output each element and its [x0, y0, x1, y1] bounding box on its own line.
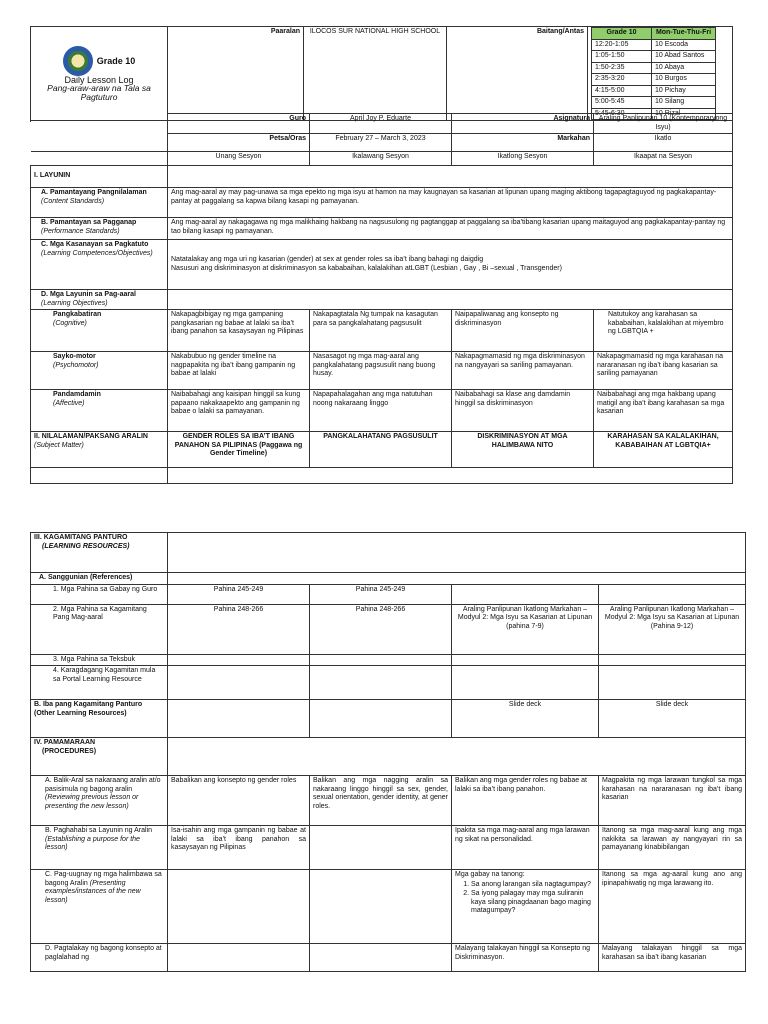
header-table — [30, 26, 733, 121]
cognitive-3: Naipapaliwanag ang konsepto ng diskriminasyon — [452, 310, 594, 352]
schedule-section: 10 Abad Santos — [652, 51, 716, 63]
learner-material-3: Araling Panlipunan Ikatlong Markahan – Modyul 2: Mga Isyu sa Kasarian at Lipunan (pahina 7-9) — [452, 604, 599, 654]
guro-value: April Joy P. Eduarte — [310, 114, 452, 134]
lesson-table-page1 — [30, 113, 733, 484]
markahan-label: Markahan — [452, 134, 594, 152]
schedule-head-days: Mon-Tue-Thu-Fri — [652, 28, 716, 40]
session-4-header: Ikaapat na Sesyon — [594, 152, 733, 166]
schedule-time: 4:15-5:00 — [592, 85, 652, 97]
subject-matter-label: II. NILALAMAN/PAKSANG ARALIN (Subject Matter) — [31, 432, 168, 468]
psychomotor-3: Nakapagmamasid ng mga diskriminasyon na nangyayari sa sariling pamayanan. — [452, 352, 594, 390]
review-label: A. Balik-Aral sa nakaraang aralin at/o pasisimula ng bagong aralin (Reviewing previous lesson or presenting the new lesson) — [31, 776, 168, 826]
learner-material-4: Araling Panlipunan Ikatlong Markahan – Modyul 2: Mga Isyu sa Kasarian at Lipunan (Pahina 9-12) — [599, 604, 746, 654]
textbook-label: 3. Mga Pahina sa Teksbuk — [31, 654, 168, 666]
review-1: Babalikan ang konsepto ng gender roles — [168, 776, 310, 826]
purpose-1: Isa-isahin ang mga gampanin ng babae at lalaki sa iba’t ibang panahon sa kasaysayan ng Pilipinas — [168, 826, 310, 870]
topic-4: KARAHASAN SA KALALAKIHAN, KABABAIHAN AT LGBTQIA+ — [594, 432, 733, 468]
guide-question: 1. Sa anong larangan sila nagtagumpay? — [471, 881, 595, 890]
psychomotor-2: Nasasagot ng mga mag-aaral ang pangkalahatang pagsusulit nang buong husay. — [310, 352, 452, 390]
portal-resource-label: 4. Karagdagang Kagamitan mula sa Portal Learning Resource — [31, 666, 168, 700]
learner-material-2: Pahina 248-266 — [310, 604, 452, 654]
psychomotor-4: Nakapagmamasid ng mga karahasan na nararanasan ng iba’t ibang kasarian sa sariling pamayanan — [594, 352, 733, 390]
schedule-table — [591, 27, 716, 120]
examples-label: C. Pag-uugnay ng mga halimbawa sa bagong Aralin (Presenting examples/instances of the new lesson) — [31, 870, 168, 944]
paaralan-value: ILOCOS SUR NATIONAL HIGH SCHOOL — [304, 27, 447, 121]
log-subtitle: Pang-araw-araw na Tala sa Pagtuturo — [47, 83, 151, 102]
baitang-label: Baitang/Antas — [447, 27, 588, 121]
performance-standards-text: Ang mag-aaral ay nakagagawa ng mga malikhaing hakbang na nagsusulong ng pagtanggap at paggalang sa iba’tibang kasarian upang maitaguyod ang pagkakapantay-pantay ng tao bilang kasapi ng pamayanan. — [168, 218, 733, 240]
teacher-guide-1: Pahina 245-249 — [168, 584, 310, 604]
other-resources-1 — [168, 700, 310, 738]
schedule-time: 5:45-6:30 — [592, 108, 652, 120]
performance-standards-label: B. Pamantayan sa Pagganap (Performance Standards) — [31, 218, 168, 240]
topic-3: DISKRIMINASYON AT MGA HALIMBAWA NITO — [452, 432, 594, 468]
guro-label: Guro — [168, 114, 310, 134]
purpose-label: B. Paghahabi sa Layunin ng Aralin (Establishing a purpose for the lesson) — [31, 826, 168, 870]
cognitive-2: Nakapagtatala Ng tumpak na kasagutan para sa pangkalahatang pagsusulit — [310, 310, 452, 352]
petsa-value: February 27 – March 3, 2023 — [310, 134, 452, 152]
teacher-guide-3 — [452, 584, 599, 604]
purpose-4: Itanong sa mga mag-aaral kung ang mga nakikita sa larawan ay nangyayari rin sa pamayanang kinabibilangan — [599, 826, 746, 870]
paaralan-label: Paaralan — [168, 27, 304, 121]
lesson-table-page2 — [30, 532, 746, 972]
log-title: Daily Lesson Log — [64, 74, 134, 85]
discussion-3: Malayang talakayan hinggil sa Konsepto ng Diskriminasyon. — [452, 944, 599, 972]
schedule-section: 10 Burgos — [652, 74, 716, 86]
schedule-time: 2:35-3:20 — [592, 74, 652, 86]
affective-4: Naibabahagi ang mga hakbang upang matigil ang iba’t ibang karahasan sa mga kasarian — [594, 390, 733, 432]
affective-3: Naibabahagi sa klase ang damdamin hinggil sa diskriminasyon — [452, 390, 594, 432]
review-4: Magpakita ng mga larawan tungkol sa mga karahasan na nararanasan ng iba’t ibang kasarian — [599, 776, 746, 826]
learner-material-label: 2. Mga Pahina sa Kagamitang Pang Mag-aaral — [31, 604, 168, 654]
references-label: A. Sanggunian (References) — [31, 573, 168, 585]
other-resources-4: Slide deck — [599, 700, 746, 738]
guide-question: 2. Sa iyong palagay may mga suliranin kaya silang pinagdaanan bago maging matagumpay? — [471, 890, 595, 916]
title-cell — [31, 27, 168, 121]
content-standards-text: Ang mag-aaral ay may pag-unawa sa mga epekto ng mga isyu at hamon na may kaugnayan sa kasarian at lipunan upang maging aktibong tagapagtaguyod ng pagkakapantay-pantay at paggalang sa kapwa bilang kasapi ng pamayanan. — [168, 188, 733, 218]
content-standards-label: A. Pamantayang Pangnilalaman (Content Standards) — [31, 188, 168, 218]
teacher-guide-4 — [599, 584, 746, 604]
cognitive-label: Pangkabatiran (Cognitive) — [31, 310, 168, 352]
competencies-label: C. Mga Kasanayan sa Pagkatuto (Learning Competences/Objectives) — [31, 240, 168, 290]
schedule-section: 10 Pichay — [652, 85, 716, 97]
session-1-header: Unang Sesyon — [168, 152, 310, 166]
schedule-section: 10 Rizal — [652, 108, 716, 120]
affective-1: Naibabahagi ang kaisipan hinggil sa kung papaano nakakaapekto ang gampanin ng babae o lalaki sa pamayanan. — [168, 390, 310, 432]
topic-2: PANGKALAHATANG PAGSUSULIT — [310, 432, 452, 468]
competencies-text: Natatalakay ang mga uri ng kasarian (gender) at sex at gender roles sa iba’t ibang bahagi ng daigdig Nasusuri ang diskriminasyon at diskriminasyon sa kababaihan, kalalakihan atLGBT (Lesbian , Gay , Bi –sexual , Transgender) — [168, 240, 733, 290]
review-2: Balikan ang mga nagging aralin sa nakaraang linggo hinggil sa sex, gender, sexual orientation, gender identity, at gener roles. — [310, 776, 452, 826]
topic-1: GENDER ROLES SA IBA’T IBANG PANAHON SA PILIPINAS (Paggawa ng Gender Timeline) — [168, 432, 310, 468]
deped-seal-icon — [63, 46, 93, 76]
schedule-time: 1:50-2:35 — [592, 62, 652, 74]
resources-heading: III. KAGAMITANG PANTURO (LEARNING RESOURCES) — [31, 533, 168, 573]
procedures-heading: IV. PAMAMARAAN (PROCEDURES) — [31, 738, 168, 776]
schedule-section: 10 Abaya — [652, 62, 716, 74]
schedule-head-grade: Grade 10 — [592, 28, 652, 40]
session-2-header: Ikalawang Sesyon — [310, 152, 452, 166]
cognitive-1: Nakapagbibigay ng mga gampaning pangkasarian ng babae at lalaki sa iba’t ibang panahon sa kasaysayan ng Pilipinas — [168, 310, 310, 352]
asignatura-label: Asignatura — [452, 114, 594, 134]
examples-3: Mga gabay na tanong: 1. Sa anong larangan sila nagtagumpay? 2. Sa iyong palagay may mga suliranin kaya silang pinagdaanan bago maging matagumpay? — [452, 870, 599, 944]
guide-questions — [455, 881, 595, 916]
schedule-time: 12:20-1:05 — [592, 39, 652, 51]
layunin-heading: I. LAYUNIN — [31, 166, 168, 188]
learning-objectives-label: D. Mga Layunin sa Pag-aaral (Learning Objectives) — [31, 290, 168, 310]
examples-4: Itanong sa mga ag-aaral kung ano ang ipinapahiwatig ng mga larawang ito. — [599, 870, 746, 944]
teacher-guide-2: Pahina 245-249 — [310, 584, 452, 604]
psychomotor-label: Sayko-motor (Psychomotor) — [31, 352, 168, 390]
markahan-value: Ikatlo — [594, 134, 733, 152]
grade-title: Grade 10 — [96, 55, 136, 66]
other-resources-2 — [310, 700, 452, 738]
psychomotor-1: Nakabubuo ng gender timeline na nagpapakita ng iba’t ibang gampanin ng babae at lalaki — [168, 352, 310, 390]
other-resources-3: Slide deck — [452, 700, 599, 738]
session-3-header: Ikatlong Sesyon — [452, 152, 594, 166]
asignatura-value: Araling Panlipunan 10 (Kontemporaryong Isyu) — [594, 114, 733, 134]
discussion-label: D. Pagtalakay ng bagong konsepto at paglalahad ng — [31, 944, 168, 972]
schedule-section: 10 Escoda — [652, 39, 716, 51]
learner-material-1: Pahina 248-266 — [168, 604, 310, 654]
affective-label: Pandamdamin (Affective) — [31, 390, 168, 432]
affective-2: Napapahalagahan ang mga natutuhan noong nakaraang linggo — [310, 390, 452, 432]
schedule-time: 5:00-5:45 — [592, 97, 652, 109]
schedule-cell — [588, 27, 733, 121]
schedule-time: 1:05-1:50 — [592, 51, 652, 63]
schedule-section: 10 Silang — [652, 97, 716, 109]
review-3: Balikan ang mga gender roles ng babae at lalaki sa iba’t ibang panahon. — [452, 776, 599, 826]
purpose-3: Ipakita sa mga mag-aaral ang mga larawan ng sikat na personalidad. — [452, 826, 599, 870]
discussion-4: Malayang talakayan hinggil sa mga karahasan sa iba’t ibang kasarian — [599, 944, 746, 972]
other-resources-label: B. Iba pang Kagamitang Panturo (Other Learning Resources) — [31, 700, 168, 738]
cognitive-4: Natutukoy ang karahasan sa kababaihan, kalalakihan at miyembro ng LGBTQIA + — [594, 310, 733, 352]
teacher-guide-label: 1. Mga Pahina sa Gabay ng Guro — [31, 584, 168, 604]
purpose-2 — [310, 826, 452, 870]
petsa-label: Petsa/Oras — [168, 134, 310, 152]
